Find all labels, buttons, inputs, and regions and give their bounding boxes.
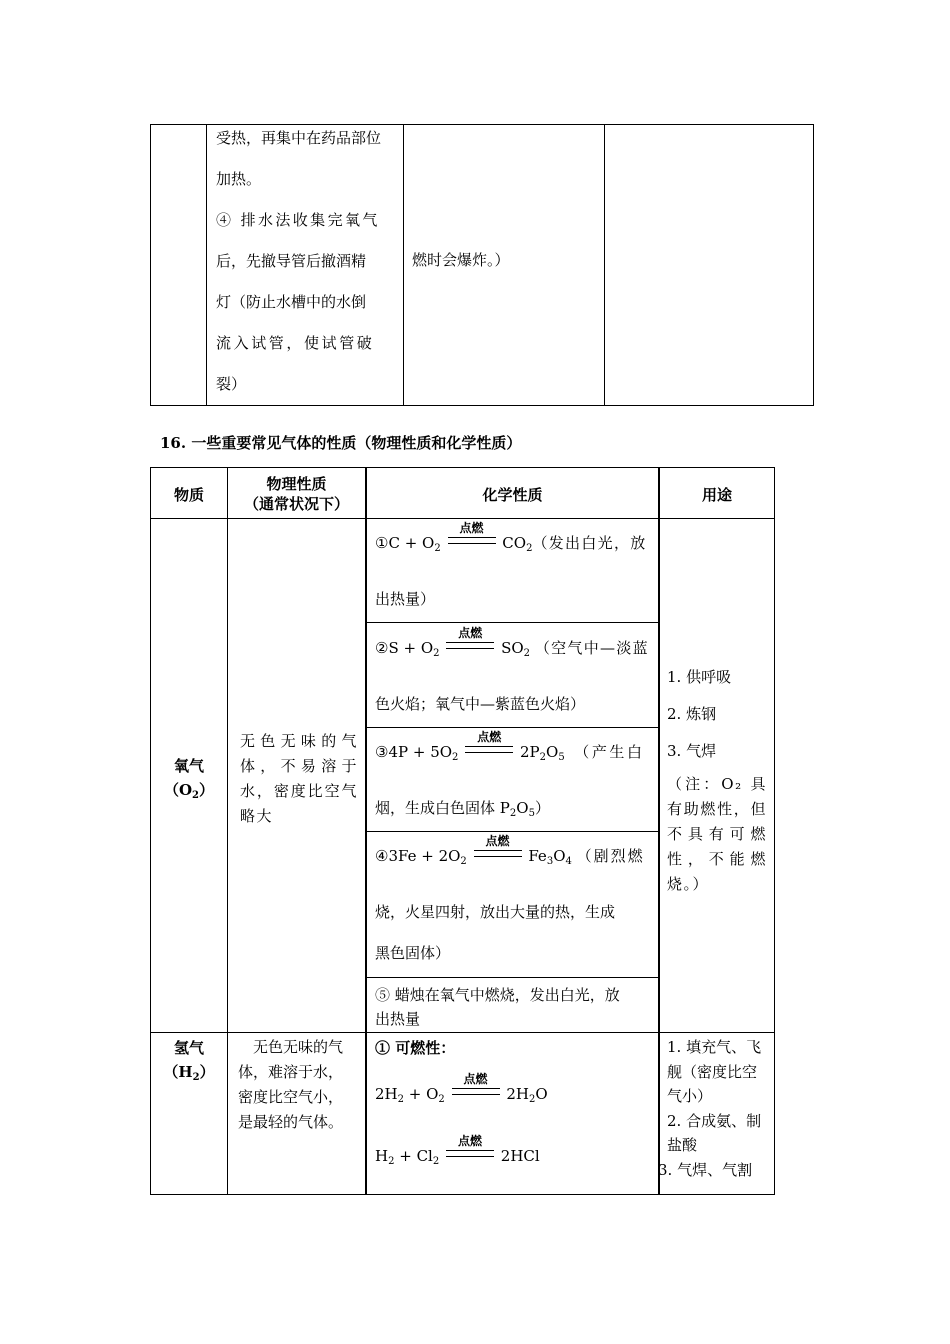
condition-mark <box>474 834 522 861</box>
reaction-lhs: $H_2 + Cl_2$ <box>375 1147 440 1167</box>
reaction-lhs: $2H_2 + O_2$ <box>375 1085 445 1105</box>
reaction-3-desc2: 烟，生成白色固体 $P_2O_5$） <box>375 799 550 819</box>
condition-label: 点燃 <box>459 521 484 535</box>
procedure-line: 加热。 <box>216 170 262 188</box>
reaction-rhs: 2HCl <box>500 1147 540 1165</box>
substance-formula <box>151 1060 227 1084</box>
reaction-lhs: $C + O_2$ <box>388 534 441 554</box>
reaction-num: ② <box>375 639 389 657</box>
procedure-line: 受热，再集中在药品部位 <box>216 129 382 147</box>
use-item: 2. 炼钢 <box>667 705 717 723</box>
header-uses: 用途 <box>701 486 732 504</box>
reaction-num: ③ <box>375 743 389 761</box>
condition-label: 点燃 <box>458 626 483 640</box>
substance-hydrogen <box>151 1036 227 1084</box>
condition-mark <box>465 730 513 757</box>
reaction-4-desc2: 烧，火星四射，放出大量的热，生成 <box>375 903 616 921</box>
reaction-1 <box>375 521 647 554</box>
reaction-desc: （空气中—淡蓝 <box>534 639 649 657</box>
hydrogen-reaction-2 <box>375 1134 540 1167</box>
use-item: 1. 填充气、飞舰（密度比空气小） <box>667 1038 762 1105</box>
procedure-line: 裂） <box>216 375 247 393</box>
header-chemical: 化学性质 <box>482 486 543 504</box>
procedure-line: 流入试管，使试管破 <box>216 334 375 352</box>
reaction-2-desc2: 色火焰；氧气中—紫蓝色火焰） <box>375 695 586 713</box>
reaction-rhs: $Fe_3O_4$ <box>528 847 572 867</box>
condition-mark <box>452 1072 500 1099</box>
physical-oxygen: 无色无味的气体，不易溶于水，密度比空气略大 <box>240 732 358 825</box>
use-item: 2. 合成氨、制盐酸 <box>667 1111 762 1154</box>
formula-part: （H <box>163 1063 193 1081</box>
formula-part: ） <box>199 1063 215 1081</box>
header-substance: 物质 <box>173 486 204 504</box>
hydrogen-chem-title: ① 可燃性： <box>375 1039 456 1057</box>
reaction-1-desc2: 出热量） <box>375 590 436 608</box>
procedure-line: ④ 排水法收集完氧气 <box>216 211 380 229</box>
use-item: 3. 气焊、气割 <box>658 1160 753 1179</box>
header-physical <box>228 474 365 514</box>
uses-hydrogen <box>658 1035 769 1182</box>
substance-name: 氧气 <box>173 757 204 775</box>
reaction-4-desc3: 黑色固体） <box>375 944 451 962</box>
procedure-text <box>216 118 396 405</box>
uses-oxygen <box>667 659 767 897</box>
condition-label: 点燃 <box>477 730 502 744</box>
hydrogen-reaction-1 <box>375 1072 548 1105</box>
reaction-num: ① <box>375 534 389 552</box>
substance-name: 氢气 <box>173 1039 204 1057</box>
condition-mark <box>446 1134 494 1161</box>
use-item: 1. 供呼吸 <box>667 668 732 686</box>
reaction-lhs: $3Fe + 2O_2$ <box>388 847 467 867</box>
reason-text: 燃时会爆炸。） <box>412 251 510 269</box>
header-physical-line2: （通常状况下） <box>243 495 349 513</box>
reaction-5 <box>375 983 653 1031</box>
reaction-desc: （产生白 <box>574 743 645 761</box>
reaction-rhs: $2P_2O_5$ <box>519 743 565 763</box>
reaction-num: ④ <box>375 847 389 865</box>
reaction-desc: 蜡烛在氧气中燃烧，发出白光，放 <box>394 986 620 1004</box>
reaction-4 <box>375 834 645 867</box>
procedure-line: 灯（防止水槽中的水倒 <box>216 293 367 311</box>
substance-formula <box>151 778 227 802</box>
reaction-num: ⑤ <box>375 986 391 1004</box>
reaction-lhs: $4P + 5O_2$ <box>388 743 459 763</box>
reaction-2 <box>375 626 649 659</box>
reaction-rhs: $CO_2$ <box>502 534 533 554</box>
use-note: （注：O₂ 具有助燃性，但不具有可燃性，不能燃烧。） <box>667 775 767 893</box>
condition-label: 点燃 <box>463 1072 488 1086</box>
reaction-rhs: $SO_2$ <box>501 639 531 659</box>
reaction-desc: 出热量 <box>375 1010 421 1028</box>
condition-label: 点燃 <box>458 1134 483 1148</box>
formula-part: ） <box>199 781 215 799</box>
reaction-desc: （发出白光，放 <box>532 534 647 552</box>
formula-part: （O <box>163 781 193 799</box>
formula-sub: 2 <box>192 790 200 801</box>
section-heading: 16. 一些重要常见气体的性质（物理性质和化学性质） <box>160 434 522 452</box>
condition-mark <box>446 626 494 653</box>
condition-label: 点燃 <box>485 834 510 848</box>
reaction-desc: （剧烈燃 <box>576 847 645 865</box>
use-item: 3. 气焊 <box>667 742 717 760</box>
reaction-rhs: $2H_2O$ <box>506 1085 548 1105</box>
physical-hydrogen: 无色无味的气体，难溶于水，密度比空气小，是最轻的气体。 <box>238 1038 344 1131</box>
reaction-lhs: $S + O_2$ <box>388 639 440 659</box>
formula-sub: 2 <box>192 1072 200 1083</box>
procedure-line: 后，先撤导管后撤酒精 <box>216 252 367 270</box>
reaction-3 <box>375 730 645 763</box>
header-physical-line1: 物理性质 <box>266 475 327 493</box>
condition-mark <box>448 521 496 548</box>
substance-oxygen <box>151 754 227 802</box>
